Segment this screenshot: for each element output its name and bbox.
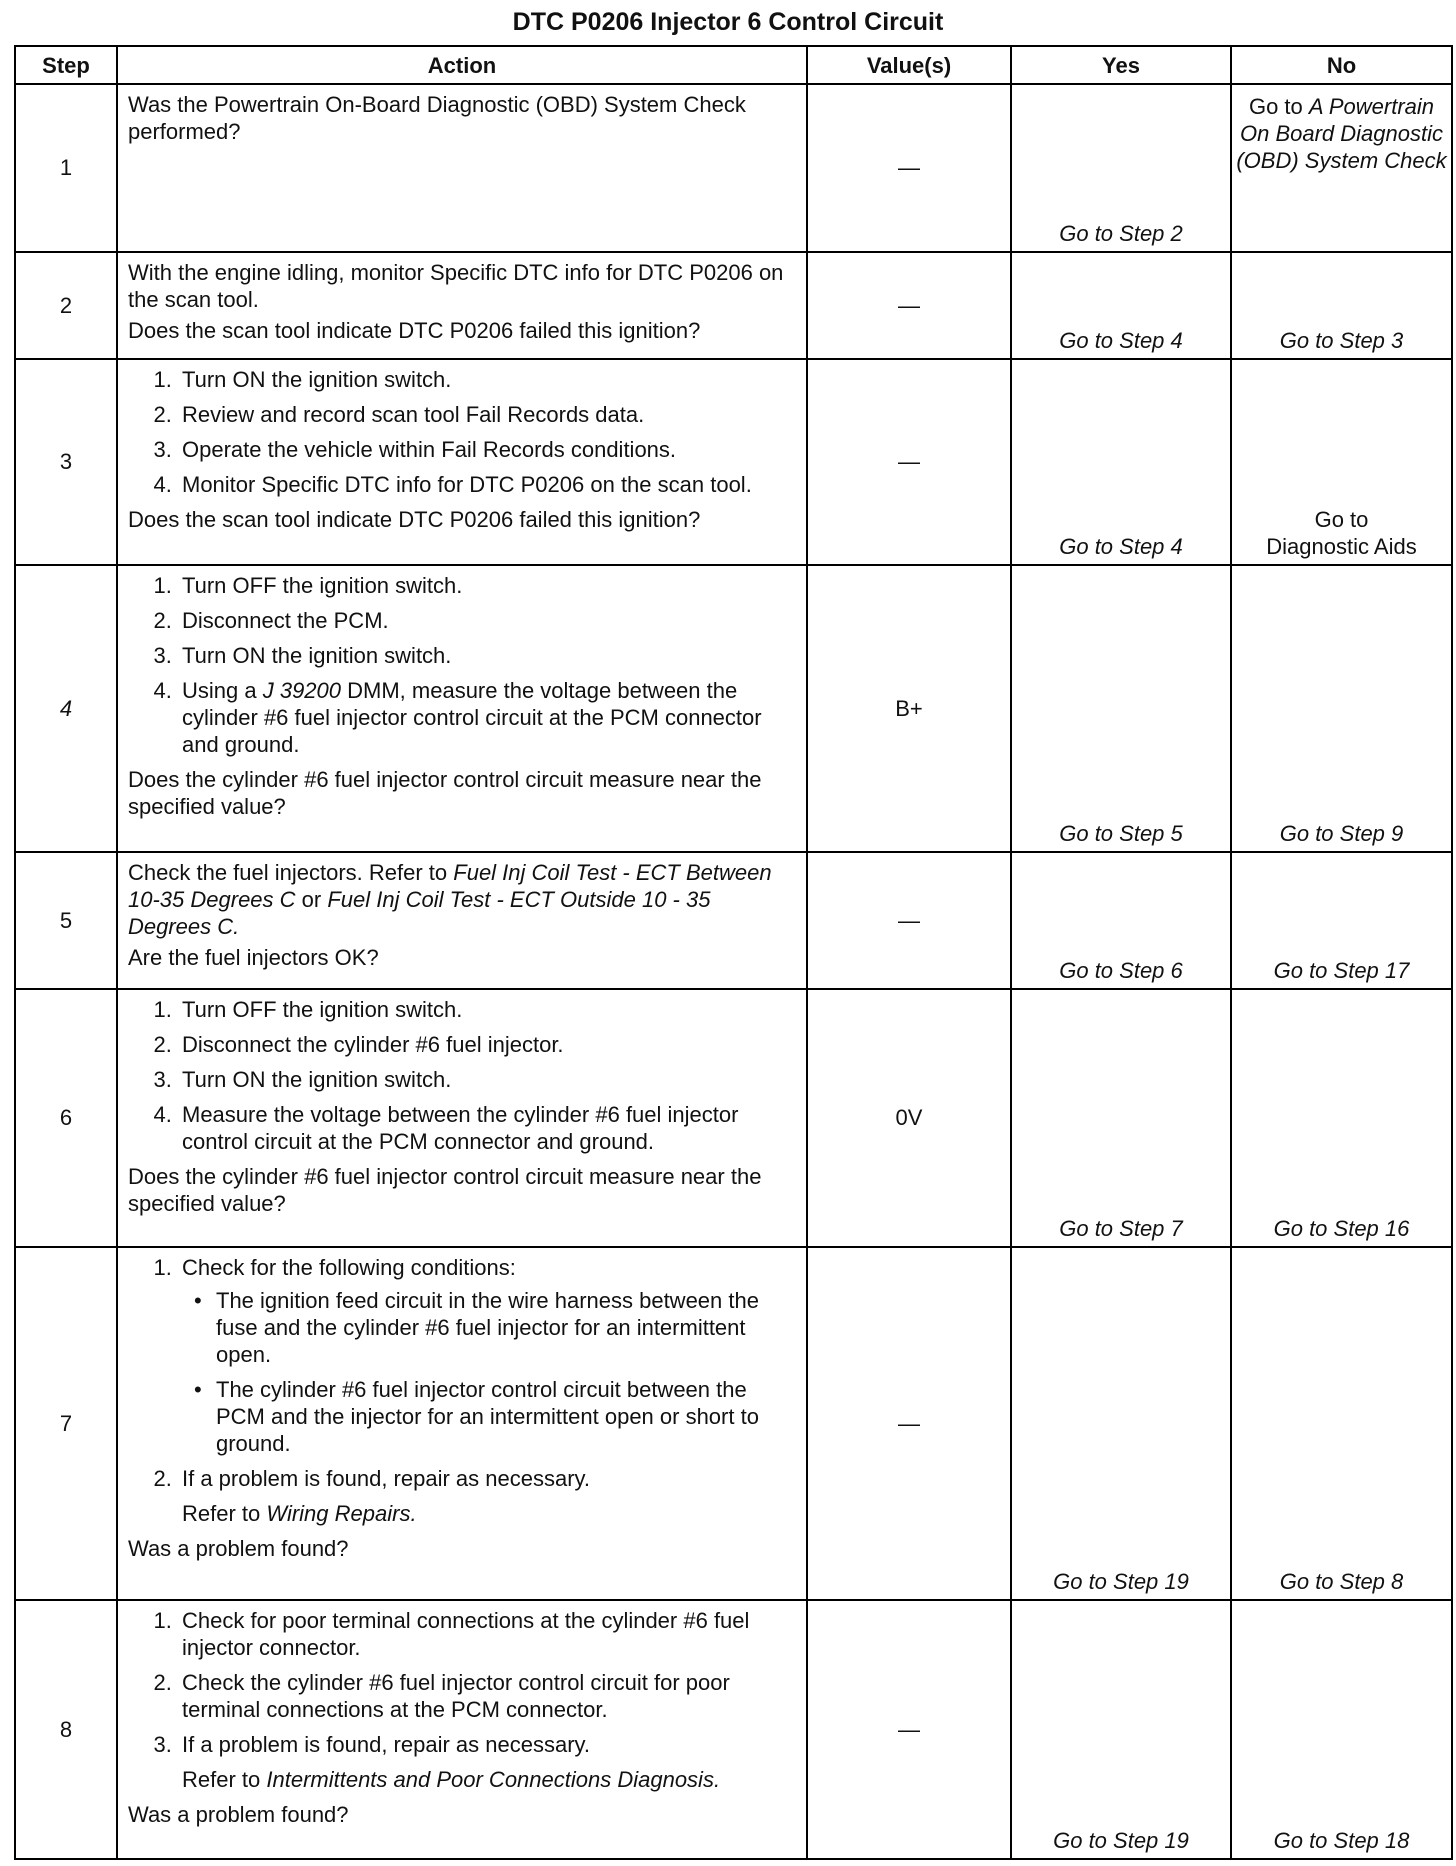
item-text: 2. If a problem is found, repair as necessary. (182, 1465, 591, 1491)
list-item: 2. Disconnect the PCM. (178, 607, 796, 634)
yes-link[interactable]: Go to Step 2 (1011, 84, 1231, 252)
action-question: Was a problem found? (128, 1802, 349, 1828)
step-number: 4 (15, 565, 117, 852)
value-cell: — (807, 252, 1011, 359)
refer-text: Refer to (182, 1767, 267, 1793)
action-cell (117, 1600, 807, 1859)
action-steps (128, 1254, 796, 1527)
table-row (15, 1247, 1452, 1601)
action-steps (128, 572, 796, 758)
list-item: 2. Disconnect the cylinder #6 fuel injector. (178, 1031, 796, 1058)
value-cell: — (807, 359, 1011, 565)
table-row (15, 852, 1452, 989)
refer-line (182, 1500, 796, 1527)
action-cell (117, 989, 807, 1247)
list-item: 3. Turn ON the ignition switch. (178, 1066, 796, 1093)
no-link[interactable]: Go to Step 16 (1231, 989, 1452, 1247)
table-row (15, 989, 1452, 1247)
table-header-row (15, 46, 1452, 84)
no-link[interactable]: Go to Step 3 (1231, 252, 1452, 359)
value-cell: — (807, 1247, 1011, 1601)
value-cell: 0V (807, 989, 1011, 1247)
refer-text: Refer to (182, 1500, 267, 1526)
action-question: Does the scan tool indicate DTC P0206 failed this ignition? (128, 317, 701, 343)
action-cell (117, 852, 807, 989)
action-text (128, 859, 796, 940)
step-number: 2 (15, 252, 117, 359)
step-number: 7 (15, 1247, 117, 1601)
list-item: 3. Turn ON the ignition switch. (178, 642, 796, 669)
action-cell (117, 1247, 807, 1601)
no-prefix: Go to (1248, 94, 1303, 119)
list-item: 2. Review and record scan tool Fail Records data. (178, 401, 796, 428)
action-cell (117, 359, 807, 565)
action-question: Are the fuel injectors OK? (128, 945, 379, 971)
header-yes: Yes (1011, 46, 1231, 84)
action-cell (117, 252, 807, 359)
list-item: 1. Turn ON the ignition switch. (178, 366, 796, 393)
no-prefix: Go to (1314, 506, 1369, 532)
header-no: No (1231, 46, 1452, 84)
refer-line (182, 1766, 796, 1793)
bullet-item: • The cylinder #6 fuel injector control circuit between the PCM and the injector for an intermittent open or short to ground. (212, 1376, 796, 1457)
list-item: 3. Operate the vehicle within Fail Records conditions. (178, 436, 796, 463)
header-values: Value(s) (807, 46, 1011, 84)
ref-link[interactable]: Fuel Inj Coil Test - ECT Between 10-35 Degrees C (128, 860, 772, 913)
table-row (15, 252, 1452, 359)
action-steps (128, 996, 796, 1155)
action-steps (128, 366, 796, 498)
action-question: Was a problem found? (128, 1535, 349, 1561)
list-item (178, 1731, 796, 1793)
yes-link[interactable]: Go to Step 6 (1011, 852, 1231, 989)
no-cell[interactable] (1231, 359, 1452, 565)
yes-link[interactable]: Go to Step 4 (1011, 359, 1231, 565)
list-item: 1. Turn OFF the ignition switch. (178, 996, 796, 1023)
yes-link[interactable]: Go to Step 19 (1011, 1600, 1231, 1859)
page-title: DTC P0206 Injector 6 Control Circuit (512, 8, 944, 36)
action-text: Was the Powertrain On-Board Diagnostic (OBD) System Check performed? (128, 92, 746, 144)
item-text: Using a (182, 677, 263, 703)
table-row (15, 84, 1452, 252)
value-cell: — (807, 1600, 1011, 1859)
list-item (178, 1254, 796, 1457)
no-link[interactable]: A Powertrain On Board Diagnostic (OBD) System Check (1236, 94, 1447, 173)
ref-link[interactable]: Fuel Inj Coil Test - ECT Outside 10 - 35 Degrees C (128, 887, 711, 940)
value-cell: B+ (807, 565, 1011, 852)
action-text-part: . (233, 914, 240, 940)
yes-link[interactable]: Go to Step 4 (1011, 252, 1231, 359)
action-cell (117, 565, 807, 852)
action-text: With the engine idling, monitor Specific DTC info for DTC P0206 on the scan tool. (128, 259, 784, 312)
yes-link[interactable]: Go to Step 19 (1011, 1247, 1231, 1601)
yes-link[interactable]: Go to Step 7 (1011, 989, 1231, 1247)
condition-list (182, 1287, 796, 1457)
value-cell: — (807, 852, 1011, 989)
step-number: 5 (15, 852, 117, 989)
ref-link[interactable]: Intermittents and Poor Connections Diagnosis (266, 1767, 714, 1793)
bullet-item: • The ignition feed circuit in the wire harness between the fuse and the cylinder #6 fuel injector for an intermittent open. (212, 1287, 796, 1368)
no-cell (1231, 84, 1452, 252)
tool-link[interactable]: J 39200 (262, 677, 342, 703)
header-action: Action (117, 46, 807, 84)
action-text-part: Check the fuel injectors. Refer to (128, 860, 454, 886)
list-item (178, 1465, 796, 1527)
item-text: Check for the following conditions: (182, 1254, 516, 1280)
action-question: Does the cylinder #6 fuel injector control circuit measure near the specified value? (128, 766, 762, 819)
step-number: 3 (15, 359, 117, 565)
diagnostic-table (14, 45, 1453, 1860)
item-text: 3. If a problem is found, repair as necessary. (182, 1732, 591, 1758)
ref-link[interactable]: Wiring Repairs (266, 1500, 411, 1526)
value-cell: — (807, 84, 1011, 252)
header-step: Step (15, 46, 117, 84)
list-item (178, 677, 796, 758)
no-link[interactable]: Go to Step 18 (1231, 1600, 1452, 1859)
refer-text: . (410, 1500, 417, 1526)
step-number: 6 (15, 989, 117, 1247)
no-link[interactable]: Diagnostic Aids (1266, 533, 1417, 559)
no-link[interactable]: Go to Step 8 (1231, 1247, 1452, 1601)
table-row (15, 359, 1452, 565)
list-item: 1. Check for poor terminal connections at the cylinder #6 fuel injector connector. (178, 1607, 796, 1661)
action-question: Does the cylinder #6 fuel injector control circuit measure near the specified value? (128, 1164, 762, 1217)
action-text-part: or (295, 887, 328, 913)
action-cell (117, 84, 807, 252)
no-link[interactable]: Go to Step 17 (1231, 852, 1452, 989)
no-link[interactable]: Go to Step 9 (1231, 565, 1452, 852)
action-question: Does the scan tool indicate DTC P0206 failed this ignition? (128, 507, 701, 533)
list-item: 2. Check the cylinder #6 fuel injector control circuit for poor terminal connections at the PCM connector. (178, 1669, 796, 1723)
action-steps (128, 1607, 796, 1793)
yes-link[interactable]: Go to Step 5 (1011, 565, 1231, 852)
step-number: 8 (15, 1600, 117, 1859)
list-item: 4. Monitor Specific DTC info for DTC P0206 on the scan tool. (178, 471, 796, 498)
table-row (15, 565, 1452, 852)
refer-text: . (713, 1767, 721, 1793)
step-number: 1 (15, 84, 117, 252)
item-text: DMM, measure the voltage between the cylinder #6 fuel injector control circuit at the PCM connector and ground. (182, 677, 762, 757)
list-item: 4. Measure the voltage between the cylinder #6 fuel injector control circuit at the PCM connector and ground. (178, 1101, 796, 1155)
list-item: 1. Turn OFF the ignition switch. (178, 572, 796, 599)
table-row (15, 1600, 1452, 1859)
